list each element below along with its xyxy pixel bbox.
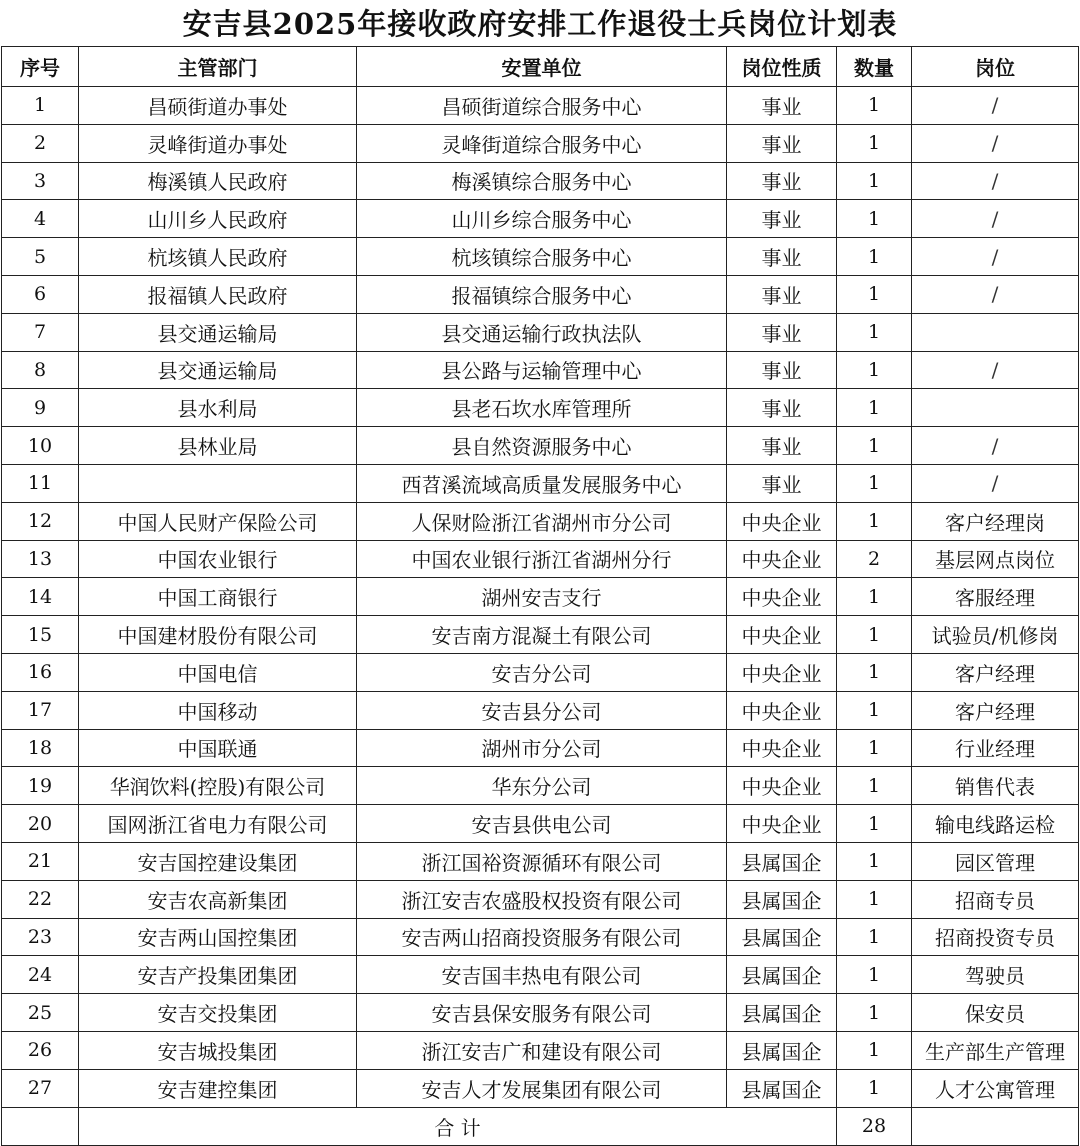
total-post-cell xyxy=(912,1107,1079,1145)
cell-index: 10 xyxy=(2,427,79,465)
table-header-row xyxy=(2,47,1079,87)
table-row xyxy=(2,464,1079,502)
table-row xyxy=(2,162,1079,200)
cell-nature: 中央企业 xyxy=(727,767,837,805)
cell-nature: 事业 xyxy=(727,124,837,162)
cell-post: 试验员/机修岗 xyxy=(912,616,1079,654)
header-count: 数量 xyxy=(837,47,912,87)
cell-post xyxy=(912,389,1079,427)
cell-nature: 事业 xyxy=(727,351,837,389)
cell-nature: 事业 xyxy=(727,427,837,465)
cell-count: 1 xyxy=(837,578,912,616)
table-row xyxy=(2,275,1079,313)
cell-unit: 人保财险浙江省湖州市分公司 xyxy=(357,502,727,540)
cell-department: 中国联通 xyxy=(79,729,357,767)
cell-department: 昌硕街道办事处 xyxy=(79,87,357,125)
cell-department: 杭垓镇人民政府 xyxy=(79,238,357,276)
cell-count: 1 xyxy=(837,464,912,502)
cell-unit: 华东分公司 xyxy=(357,767,727,805)
cell-unit: 湖州市分公司 xyxy=(357,729,727,767)
cell-count: 1 xyxy=(837,389,912,427)
cell-department: 安吉两山国控集团 xyxy=(79,918,357,956)
page-title: 安吉县2025年接收政府安排工作退役士兵岗位计划表 xyxy=(182,7,898,41)
cell-department: 县交通运输局 xyxy=(79,351,357,389)
cell-post: 客户经理 xyxy=(912,653,1079,691)
table-row xyxy=(2,238,1079,276)
table-row xyxy=(2,502,1079,540)
cell-post: / xyxy=(912,275,1079,313)
cell-unit: 中国农业银行浙江省湖州分行 xyxy=(357,540,727,578)
cell-index: 27 xyxy=(2,1069,79,1107)
cell-count: 1 xyxy=(837,767,912,805)
cell-unit: 浙江安吉农盛股权投资有限公司 xyxy=(357,880,727,918)
cell-unit: 县老石坎水库管理所 xyxy=(357,389,727,427)
cell-unit: 浙江国裕资源循环有限公司 xyxy=(357,842,727,880)
cell-unit: 安吉县分公司 xyxy=(357,691,727,729)
cell-post: 人才公寓管理 xyxy=(912,1069,1079,1107)
cell-unit: 县公路与运输管理中心 xyxy=(357,351,727,389)
cell-post: 基层网点岗位 xyxy=(912,540,1079,578)
cell-count: 1 xyxy=(837,200,912,238)
cell-index: 21 xyxy=(2,842,79,880)
cell-post: 园区管理 xyxy=(912,842,1079,880)
cell-post: / xyxy=(912,162,1079,200)
cell-index: 14 xyxy=(2,578,79,616)
cell-nature: 事业 xyxy=(727,200,837,238)
table-row xyxy=(2,729,1079,767)
cell-nature: 县属国企 xyxy=(727,1069,837,1107)
cell-index: 13 xyxy=(2,540,79,578)
cell-count: 1 xyxy=(837,880,912,918)
cell-post: 行业经理 xyxy=(912,729,1079,767)
cell-department: 中国电信 xyxy=(79,653,357,691)
cell-post: 招商投资专员 xyxy=(912,918,1079,956)
position-plan-table xyxy=(1,46,1079,1146)
cell-department: 安吉产投集团集团 xyxy=(79,956,357,994)
cell-unit: 安吉国丰热电有限公司 xyxy=(357,956,727,994)
cell-post: / xyxy=(912,427,1079,465)
cell-index: 19 xyxy=(2,767,79,805)
cell-count: 1 xyxy=(837,842,912,880)
cell-count: 1 xyxy=(837,502,912,540)
cell-nature: 县属国企 xyxy=(727,880,837,918)
table-row xyxy=(2,616,1079,654)
cell-index: 26 xyxy=(2,1031,79,1069)
cell-count: 1 xyxy=(837,1031,912,1069)
cell-nature: 中央企业 xyxy=(727,540,837,578)
cell-department: 报福镇人民政府 xyxy=(79,275,357,313)
cell-count: 1 xyxy=(837,729,912,767)
table-row xyxy=(2,540,1079,578)
cell-unit: 浙江安吉广和建设有限公司 xyxy=(357,1031,727,1069)
cell-unit: 报福镇综合服务中心 xyxy=(357,275,727,313)
total-label: 合 计 xyxy=(79,1107,837,1145)
cell-unit: 灵峰街道综合服务中心 xyxy=(357,124,727,162)
cell-unit: 安吉南方混凝土有限公司 xyxy=(357,616,727,654)
cell-index: 16 xyxy=(2,653,79,691)
cell-nature: 事业 xyxy=(727,162,837,200)
cell-unit: 西苕溪流域高质量发展服务中心 xyxy=(357,464,727,502)
cell-index: 25 xyxy=(2,994,79,1032)
cell-count: 1 xyxy=(837,313,912,351)
cell-count: 1 xyxy=(837,351,912,389)
cell-count: 1 xyxy=(837,238,912,276)
cell-department: 中国移动 xyxy=(79,691,357,729)
cell-unit: 县交通运输行政执法队 xyxy=(357,313,727,351)
cell-index: 8 xyxy=(2,351,79,389)
cell-department: 安吉农高新集团 xyxy=(79,880,357,918)
cell-unit: 安吉县供电公司 xyxy=(357,805,727,843)
cell-nature: 县属国企 xyxy=(727,1031,837,1069)
cell-count: 1 xyxy=(837,124,912,162)
cell-count: 1 xyxy=(837,427,912,465)
cell-index: 2 xyxy=(2,124,79,162)
cell-count: 1 xyxy=(837,87,912,125)
cell-unit: 县自然资源服务中心 xyxy=(357,427,727,465)
cell-department: 国网浙江省电力有限公司 xyxy=(79,805,357,843)
cell-department: 灵峰街道办事处 xyxy=(79,124,357,162)
cell-count: 1 xyxy=(837,653,912,691)
cell-unit: 安吉县保安服务有限公司 xyxy=(357,994,727,1032)
cell-department: 中国农业银行 xyxy=(79,540,357,578)
cell-nature: 中央企业 xyxy=(727,578,837,616)
table-row xyxy=(2,653,1079,691)
cell-index: 1 xyxy=(2,87,79,125)
header-unit: 安置单位 xyxy=(357,47,727,87)
cell-nature: 中央企业 xyxy=(727,805,837,843)
cell-unit: 安吉人才发展集团有限公司 xyxy=(357,1069,727,1107)
cell-department: 安吉交投集团 xyxy=(79,994,357,1032)
cell-nature: 县属国企 xyxy=(727,956,837,994)
table-row xyxy=(2,956,1079,994)
cell-index: 5 xyxy=(2,238,79,276)
table-body xyxy=(2,87,1079,1108)
table-row xyxy=(2,200,1079,238)
cell-post: 输电线路运检 xyxy=(912,805,1079,843)
cell-index: 15 xyxy=(2,616,79,654)
table-row xyxy=(2,691,1079,729)
cell-index: 18 xyxy=(2,729,79,767)
table-row xyxy=(2,351,1079,389)
cell-post: 驾驶员 xyxy=(912,956,1079,994)
cell-department: 县林业局 xyxy=(79,427,357,465)
header-department: 主管部门 xyxy=(79,47,357,87)
cell-post: / xyxy=(912,124,1079,162)
header-index: 序号 xyxy=(2,47,79,87)
cell-department: 中国人民财产保险公司 xyxy=(79,502,357,540)
table-row xyxy=(2,1031,1079,1069)
cell-post: 客户经理岗 xyxy=(912,502,1079,540)
cell-nature: 事业 xyxy=(727,389,837,427)
cell-nature: 中央企业 xyxy=(727,502,837,540)
table-row xyxy=(2,313,1079,351)
cell-post: / xyxy=(912,200,1079,238)
cell-index: 6 xyxy=(2,275,79,313)
cell-department: 梅溪镇人民政府 xyxy=(79,162,357,200)
table-row xyxy=(2,427,1079,465)
cell-unit: 安吉分公司 xyxy=(357,653,727,691)
cell-count: 1 xyxy=(837,162,912,200)
cell-count: 1 xyxy=(837,616,912,654)
cell-department: 中国工商银行 xyxy=(79,578,357,616)
cell-index: 17 xyxy=(2,691,79,729)
cell-post: 销售代表 xyxy=(912,767,1079,805)
cell-department: 县交通运输局 xyxy=(79,313,357,351)
header-nature: 岗位性质 xyxy=(727,47,837,87)
cell-nature: 事业 xyxy=(727,464,837,502)
cell-department: 安吉国控建设集团 xyxy=(79,842,357,880)
cell-count: 2 xyxy=(837,540,912,578)
table-row xyxy=(2,389,1079,427)
cell-nature: 县属国企 xyxy=(727,842,837,880)
cell-post xyxy=(912,313,1079,351)
cell-count: 1 xyxy=(837,918,912,956)
cell-nature: 县属国企 xyxy=(727,918,837,956)
cell-index: 24 xyxy=(2,956,79,994)
cell-count: 1 xyxy=(837,691,912,729)
table-row xyxy=(2,994,1079,1032)
cell-nature: 中央企业 xyxy=(727,729,837,767)
cell-index: 22 xyxy=(2,880,79,918)
cell-post: / xyxy=(912,238,1079,276)
cell-unit: 山川乡综合服务中心 xyxy=(357,200,727,238)
cell-nature: 中央企业 xyxy=(727,691,837,729)
cell-nature: 事业 xyxy=(727,275,837,313)
table-row xyxy=(2,578,1079,616)
cell-post: 招商专员 xyxy=(912,880,1079,918)
header-post: 岗位 xyxy=(912,47,1079,87)
cell-post: 生产部生产管理 xyxy=(912,1031,1079,1069)
cell-nature: 事业 xyxy=(727,313,837,351)
cell-count: 1 xyxy=(837,275,912,313)
cell-unit: 安吉两山招商投资服务有限公司 xyxy=(357,918,727,956)
cell-index: 7 xyxy=(2,313,79,351)
cell-index: 11 xyxy=(2,464,79,502)
table-row xyxy=(2,767,1079,805)
cell-nature: 县属国企 xyxy=(727,994,837,1032)
cell-department: 华润饮料(控股)有限公司 xyxy=(79,767,357,805)
cell-department: 安吉城投集团 xyxy=(79,1031,357,1069)
cell-nature: 事业 xyxy=(727,238,837,276)
table-row xyxy=(2,124,1079,162)
cell-unit: 梅溪镇综合服务中心 xyxy=(357,162,727,200)
cell-index: 4 xyxy=(2,200,79,238)
cell-count: 1 xyxy=(837,994,912,1032)
cell-index: 3 xyxy=(2,162,79,200)
cell-count: 1 xyxy=(837,956,912,994)
cell-post: / xyxy=(912,87,1079,125)
cell-unit: 杭垓镇综合服务中心 xyxy=(357,238,727,276)
table-row xyxy=(2,87,1079,125)
cell-department: 中国建材股份有限公司 xyxy=(79,616,357,654)
cell-post: 客服经理 xyxy=(912,578,1079,616)
cell-post: / xyxy=(912,351,1079,389)
cell-count: 1 xyxy=(837,1069,912,1107)
total-row xyxy=(2,1107,1079,1145)
cell-index: 9 xyxy=(2,389,79,427)
cell-department: 县水利局 xyxy=(79,389,357,427)
cell-nature: 中央企业 xyxy=(727,616,837,654)
cell-unit: 昌硕街道综合服务中心 xyxy=(357,87,727,125)
cell-unit: 湖州安吉支行 xyxy=(357,578,727,616)
cell-department xyxy=(79,464,357,502)
cell-nature: 事业 xyxy=(727,87,837,125)
cell-count: 1 xyxy=(837,805,912,843)
table-row xyxy=(2,880,1079,918)
table-row xyxy=(2,918,1079,956)
cell-department: 山川乡人民政府 xyxy=(79,200,357,238)
cell-post: 客户经理 xyxy=(912,691,1079,729)
total-count: 28 xyxy=(837,1107,912,1145)
cell-nature: 中央企业 xyxy=(727,653,837,691)
cell-index: 12 xyxy=(2,502,79,540)
table-row xyxy=(2,1069,1079,1107)
table-row xyxy=(2,842,1079,880)
table-row xyxy=(2,805,1079,843)
total-index-cell xyxy=(2,1107,79,1145)
cell-post: / xyxy=(912,464,1079,502)
cell-department: 安吉建控集团 xyxy=(79,1069,357,1107)
cell-index: 20 xyxy=(2,805,79,843)
cell-post: 保安员 xyxy=(912,994,1079,1032)
cell-index: 23 xyxy=(2,918,79,956)
